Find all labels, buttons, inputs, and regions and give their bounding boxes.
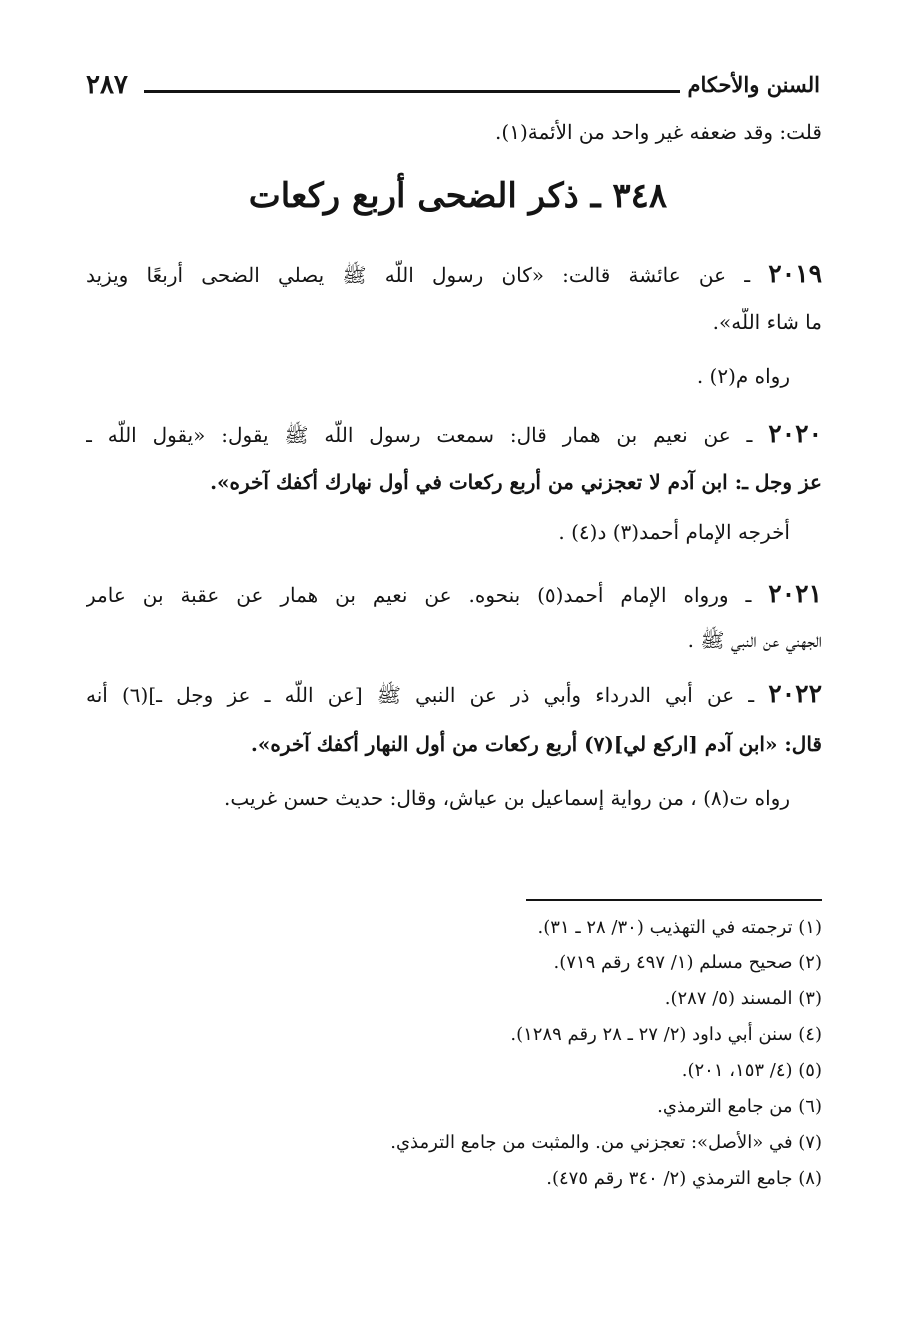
hadith-2019-source: رواه م(٢) . [696, 364, 790, 388]
hadith-number: ٢٠١٩ [768, 260, 822, 288]
footnote-separator [526, 899, 822, 901]
hadith-2022-source: رواه ت(٨) ، من رواية إسماعيل بن عياش، وقال: حديث حسن غريب. [224, 786, 790, 810]
hadith-number: ٢٠٢٢ [768, 680, 822, 708]
hadith-2019-line-1 [86, 260, 822, 289]
hadith-number: ٢٠٢١ [768, 580, 822, 608]
hadith-2020-line-2: عز وجل ـ: ابن آدم لا تعجزني من أربع ركعات في أول نهارك أكفك آخره». [210, 470, 822, 494]
hadith-2019-line-2: ما شاء اللَّه». [712, 310, 822, 334]
hadith-text: ـ عن أبي الدرداء وأبي ذر عن النبي ﷺ [عن اللَّه ـ عز وجل ـ](٦) أنه [86, 683, 755, 707]
page-number: ٢٨٧ [86, 70, 128, 100]
hadith-text: ـ عن نعيم بن همار قال: سمعت رسول اللَّه ﷺ يقول: «يقول اللَّه ـ [86, 423, 753, 447]
page-header [86, 72, 820, 106]
footnote-3: (٣) المسند (٥/ ٢٨٧). [664, 988, 822, 1009]
footnote-8: (٨) جامع الترمذي (٢/ ٣٤٠ رقم ٤٧٥). [546, 1168, 822, 1189]
hadith-2021-line-2: الجهني عن النبي ﷺ . [687, 628, 822, 652]
hadith-text: ـ ورواه الإمام أحمد(٥) بنحوه. عن نعيم بن همار عن عقبة بن عامر [86, 583, 752, 607]
running-title: السنن والأحكام [687, 72, 820, 97]
hadith-text: ـ عن عائشة قالت: «كان رسول اللَّه ﷺ يصلي الضحى أربعًا ويزيد [86, 263, 751, 287]
footnote-2: (٢) صحيح مسلم (١/ ٤٩٧ رقم ٧١٩). [553, 952, 822, 973]
hadith-number: ٢٠٢٠ [768, 420, 822, 448]
hadith-2020-source: أخرجه الإمام أحمد(٣) د(٤) . [558, 520, 790, 544]
section-title: ٣٤٨ ـ ذكر الضحى أربع ركعات [248, 176, 668, 216]
hadith-2022-line-1 [86, 680, 822, 709]
header-rule [144, 90, 680, 93]
hadith-2022-line-2: قال: «ابن آدم [اركع لي](٧) أربع ركعات من أول النهار أكفك آخره». [250, 732, 822, 756]
footnote-7: (٧) في «الأصل»: تعجزني من. والمثبت من جامع الترمذي. [390, 1132, 822, 1153]
hadith-2020-line-1 [86, 420, 822, 449]
footnote-1: (١) ترجمته في التهذيب (٣٠/ ٢٨ ـ ٣١). [537, 917, 822, 938]
intro-line: قلت: وقد ضعفه غير واحد من الأئمة(١). [495, 120, 822, 144]
hadith-2021-line-1 [86, 580, 822, 609]
footnote-5: (٥) (٤/ ١٥٣، ٢٠١). [681, 1060, 822, 1081]
footnote-4: (٤) سنن أبي داود (٢/ ٢٧ ـ ٢٨ رقم ١٢٨٩). [510, 1024, 822, 1045]
footnote-6: (٦) من جامع الترمذي. [657, 1096, 822, 1117]
